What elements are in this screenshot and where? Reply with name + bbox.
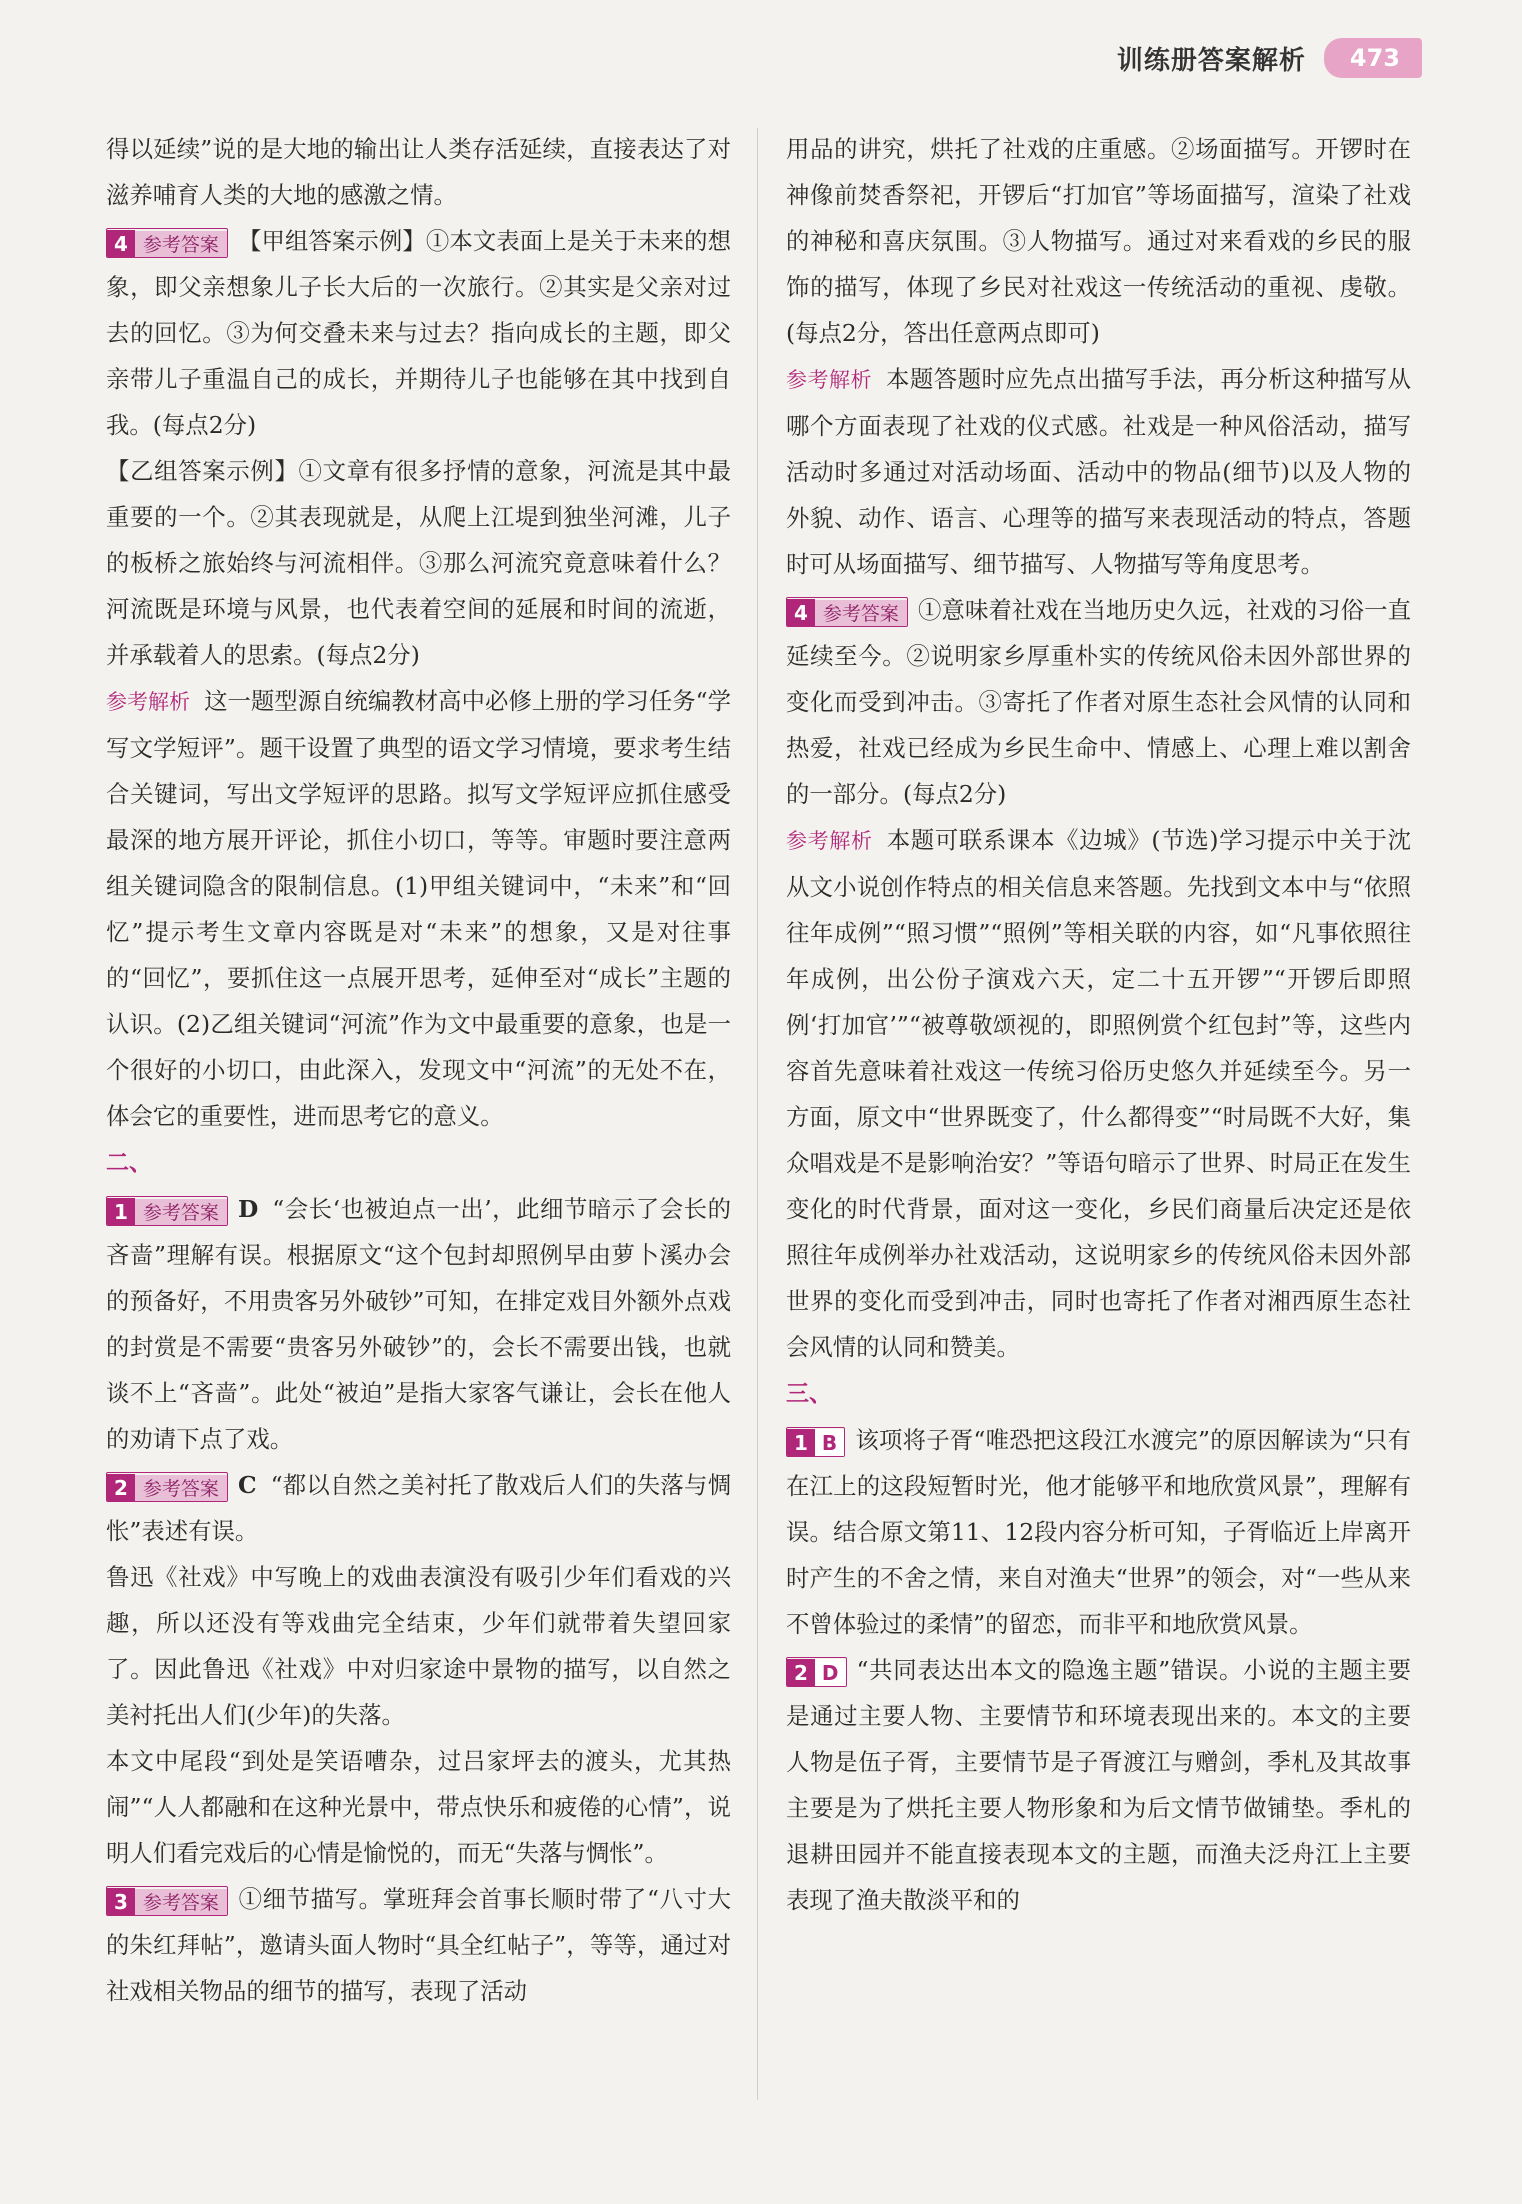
answer-label: 参考答案 <box>135 1199 227 1226</box>
answer-paragraph <box>786 1417 1411 1647</box>
answer-badge <box>786 1657 847 1687</box>
answer-letter: C <box>237 1471 257 1499</box>
answer-letter: D <box>237 1195 259 1223</box>
left-column <box>106 126 731 2014</box>
answer-paragraph <box>786 126 1411 356</box>
column-divider <box>757 128 758 2100</box>
answer-paragraph <box>786 817 1411 1370</box>
answer-paragraph <box>106 126 731 218</box>
question-number: 3 <box>107 1888 135 1916</box>
right-column <box>786 126 1411 1923</box>
answer-paragraph <box>106 1186 731 1462</box>
paragraph-text: 得以延续”说的是大地的输出让人类存活延续，直接表达了对滋养哺育人类的大地的感激之情。 <box>106 135 731 209</box>
page-header <box>1117 38 1422 78</box>
header-title: 训练册答案解析 <box>1116 45 1306 76</box>
question-number: 2 <box>787 1659 815 1687</box>
section-heading <box>106 1139 731 1186</box>
analysis-label: 参考解析 <box>106 690 191 714</box>
paragraph-text: “共同表达出本文的隐逸主题”错误。小说的主题主要是通过主要人物、主要情节和环境表现出来的。本文的主要人物是伍子胥，主要情节是子胥渡江与赠剑，季札及其故事主要是为了烘托主要人物形象和为后文情节做铺垫。季札的退耕田园并不能直接表现本文的主题，而渔夫泛舟江上主要表现了渔夫散淡平和的 <box>786 1656 1411 1914</box>
section-label: 三、 <box>786 1381 832 1407</box>
paragraph-text: ①细节描写。掌班拜会首事长顺时带了“八寸大的朱红拜帖”，邀请头面人物时“具全红帖子”，等等，通过对社戏相关物品的细节的描写，表现了活动 <box>106 1885 731 2005</box>
answer-paragraph <box>786 587 1411 817</box>
answer-paragraph <box>106 448 731 678</box>
page-number: 473 <box>1324 38 1422 78</box>
answer-badge <box>106 1472 228 1502</box>
answer-paragraph <box>106 1462 731 1554</box>
paragraph-text: 【乙组答案示例】①文章有很多抒情的意象，河流是其中最重要的一个。②其表现就是，从爬上江堤到独坐河滩，儿子的板桥之旅始终与河流相伴。③那么河流究竟意味着什么？河流既是环境与风景，也代表着空间的延展和时间的流逝，并承载着人的思索。(每点2分) <box>106 457 731 669</box>
section-label: 二、 <box>106 1150 152 1176</box>
answer-badge <box>106 1196 228 1226</box>
analysis-label: 参考解析 <box>786 368 872 392</box>
paragraph-text: ①意味着社戏在当地历史久远，社戏的习俗一直延续至今。②说明家乡厚重朴实的传统风俗未因外部世界的变化而受到冲击。③寄托了作者对原生态社会风情的认同和热爱，社戏已经成为乡民生命中、情感上、心理上难以割舍的一部分。(每点2分) <box>786 596 1411 808</box>
answer-label: 参考答案 <box>135 1475 227 1502</box>
section-heading <box>786 1370 1411 1417</box>
question-number: 1 <box>107 1198 135 1226</box>
paragraph-text: 本题答题时应先点出描写手法，再分析这种描写从哪个方面表现了社戏的仪式感。社戏是一种风俗活动，描写活动时多通过对活动场面、活动中的物品(细节)以及人物的外貌、动作、语言、心理等的描写来表现活动的特点，答题时可从场面描写、细节描写、人物描写等角度思考。 <box>786 365 1412 578</box>
paragraph-text: “都以自然之美衬托了散戏后人们的失落与惆怅”表述有误。 <box>106 1471 731 1545</box>
paragraph-text: 本题可联系课本《边城》(节选)学习提示中关于沈从文小说创作特点的相关信息来答题。先找到文本中与“依照往年成例”“照习惯”“照例”等相关联的内容，如“凡事依照往年成例，出公份子演戏六天，定二十五开锣”“开锣后即照例‘打加官’”“被尊敬颂视的，即照例赏个红包封”等，这些内容首先意味着社戏这一传统习俗历史悠久并延续至今。另一方面，原文中“世界既变了，什么都得变”“时局既不大好，集众唱戏是不是影响治安？”等语句暗示了世界、时局正在发生变化的时代背景，面对这一变化，乡民们商量后决定还是依照往年成例举办社戏活动，这说明家乡的传统风俗未因外部世界的变化而受到冲击，同时也寄托了作者对湘西原生态社会风情的认同和赞美。 <box>786 826 1412 1361</box>
paragraph-text: 鲁迅《社戏》中写晚上的戏曲表演没有吸引少年们看戏的兴趣，所以还没有等戏曲完全结束，少年们就带着失望回家了。因此鲁迅《社戏》中对归家途中景物的描写，以自然之美衬托出人们(少年)的失落。 <box>106 1563 731 1729</box>
answer-badge <box>786 1427 845 1457</box>
answer-label: 参考答案 <box>135 231 227 258</box>
choice-letter: B <box>815 1429 844 1457</box>
answer-paragraph <box>106 1738 731 1876</box>
paragraph-text: 这一题型源自统编教材高中必修上册的学习任务“学写文学短评”。题干设置了典型的语文学习情境，要求考生结合关键词，写出文学短评的思路。拟写文学短评应抓住感受最深的地方展开评论，抓住小切口，等等。审题时要注意两组关键词隐含的限制信息。(1)甲组关键词中，“未来”和“回忆”提示考生文章内容既是对“未来”的想象，又是对往事的“回忆”，要抓住这一点展开思考，延伸至对“成长”主题的认识。(2)乙组关键词“河流”作为文中最重要的意象，也是一个很好的小切口，由此深入，发现文中“河流”的无处不在，体会它的重要性，进而思考它的意义。 <box>106 687 731 1130</box>
choice-letter: D <box>815 1659 846 1687</box>
question-number: 2 <box>107 1474 135 1502</box>
paragraph-text: 用品的讲究，烘托了社戏的庄重感。②场面描写。开锣时在神像前焚香祭祀，开锣后“打加官”等场面描写，渲染了社戏的神秘和喜庆氛围。③人物描写。通过对来看戏的乡民的服饰的描写，体现了乡民对社戏这一传统活动的重视、虔敬。(每点2分，答出任意两点即可) <box>786 135 1411 347</box>
paragraph-text: 【甲组答案示例】①本文表面上是关于未来的想象，即父亲想象儿子长大后的一次旅行。②其实是父亲对过去的回忆。③为何交叠未来与过去？指向成长的主题，即父亲带儿子重温自己的成长，并期待儿子也能够在其中找到自我。(每点2分) <box>106 227 731 439</box>
answer-badge <box>786 597 908 627</box>
question-number: 4 <box>787 599 815 627</box>
paragraph-text: 本文中尾段“到处是笑语嘈杂，过吕家坪去的渡头，尤其热闹”“人人都融和在这种光景中，带点快乐和疲倦的心情”，说明人们看完戏后的心情是愉悦的，而无“失落与惆怅”。 <box>106 1747 731 1867</box>
analysis-label: 参考解析 <box>786 829 873 853</box>
answer-paragraph <box>106 678 731 1139</box>
answer-label: 参考答案 <box>815 600 907 627</box>
answer-paragraph <box>106 1876 731 2014</box>
answer-label: 参考答案 <box>135 1889 227 1916</box>
question-number: 4 <box>107 230 135 258</box>
answer-badge <box>106 1886 228 1916</box>
question-number: 1 <box>787 1429 815 1457</box>
answer-paragraph <box>786 1647 1411 1923</box>
paragraph-text: 该项将子胥“唯恐把这段江水渡完”的原因解读为“只有在江上的这段短暂时光，他才能够平和地欣赏风景”，理解有误。结合原文第11、12段内容分析可知，子胥临近上岸离开时产生的不舍之情，来自对渔夫“世界”的领会，对“一些从来不曾体验过的柔情”的留恋，而非平和地欣赏风景。 <box>786 1426 1411 1638</box>
answer-badge <box>106 228 228 258</box>
answer-paragraph <box>106 218 731 448</box>
answer-paragraph <box>786 356 1411 587</box>
answer-paragraph <box>106 1554 731 1738</box>
paragraph-text: “会长‘也被迫点一出’，此细节暗示了会长的吝啬”理解有误。根据原文“这个包封却照例早由萝卜溪办会的预备好，不用贵客另外破钞”可知，在排定戏目外额外点戏的封赏是不需要“贵客另外破钞”的，会长不需要出钱，也就谈不上“吝啬”。此处“被迫”是指大家客气谦让，会长在他人的劝请下点了戏。 <box>106 1195 731 1453</box>
